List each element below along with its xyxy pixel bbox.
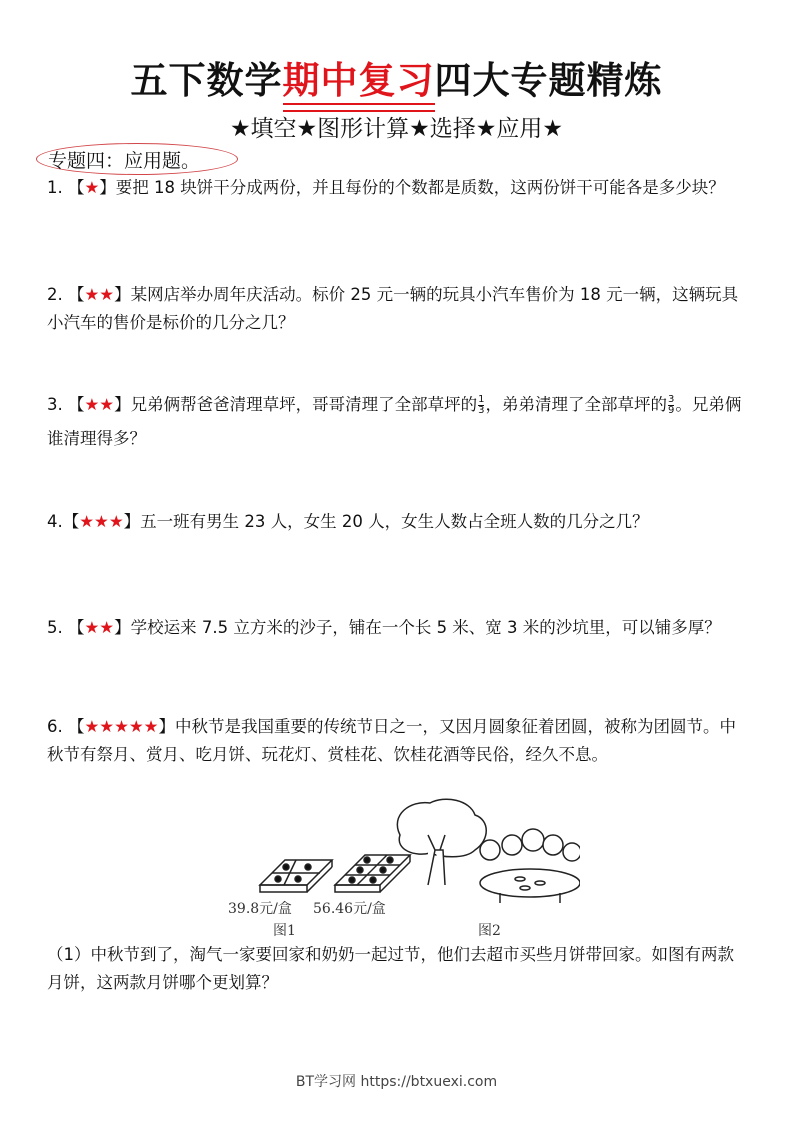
fraction: $\frac{1}{3}$ bbox=[478, 394, 485, 416]
question-3: 3. 【★★】兄弟俩帮爸爸清理草坪，哥哥清理了全部草坪的 $\frac{1}{3}$ ，弟弟清理了全部草坪的 $\frac{3}{9}$ 。兄弟俩谁清理得多？ bbox=[47, 394, 742, 448]
title-part: 五下数学 bbox=[130, 59, 283, 102]
subtitle: ★填空★图形计算★选择★应用★ bbox=[229, 116, 564, 142]
mooncake-box-6-icon bbox=[335, 855, 410, 892]
mooncake-family-illustration bbox=[240, 795, 580, 905]
page-title bbox=[0, 50, 793, 104]
section-heading: 专题四：应用题。 bbox=[48, 150, 201, 172]
question-1: 1. 【★】要把 18 块饼干分成两份，并且每份的个数都是质数，这两份饼干可能各是多少块？ bbox=[47, 178, 725, 197]
question-4: 4.【★★★】五一班有男生 23 人，女生 20 人，女生人数占全班人数的几分之几？ bbox=[47, 512, 649, 531]
title-highlight: 期中复习 bbox=[283, 50, 435, 104]
question-2: 2. 【★★】某网店举办周年庆活动。标价 25 元一辆的玩具小汽车售价为 18 元一辆，这辆玩具小汽车的售价是标价的几分之几？ bbox=[47, 285, 739, 332]
figure-caption-2: 图2 bbox=[478, 923, 501, 939]
sub-question-1: （1）中秋节到了，淘气一家要回家和奶奶一起过节，他们去超市买些月饼带回家。如图有两款月饼，这两款月饼哪个更划算？ bbox=[47, 945, 734, 992]
mooncake-box-4-icon bbox=[260, 860, 332, 892]
question-5: 5. 【★★】学校运来 7.5 立方米的沙子，铺在一个长 5 米、宽 3 米的沙坑里，可以铺多厚？ bbox=[47, 618, 721, 637]
fraction: $\frac{3}{9}$ bbox=[667, 394, 675, 416]
title-part: 四大专题精炼 bbox=[434, 59, 663, 102]
watermark: BT学习网 https://btxuexi.com bbox=[295, 1074, 498, 1090]
question-6: 6. 【★★★★★】中秋节是我国重要的传统节日之一，又因月圆象征着团圆，被称为团圆节。中秋节有祭月、赏月、吃月饼、玩花灯、赏桂花、饮桂花酒等民俗，经久不息。 bbox=[47, 717, 736, 764]
figure-caption-1: 图1 bbox=[273, 923, 296, 939]
price-label-2: 56.46元/盒 bbox=[313, 901, 386, 917]
price-label-1: 39.8元/盒 bbox=[228, 901, 292, 917]
tree-icon bbox=[397, 799, 486, 885]
family-at-table-icon bbox=[480, 829, 580, 903]
